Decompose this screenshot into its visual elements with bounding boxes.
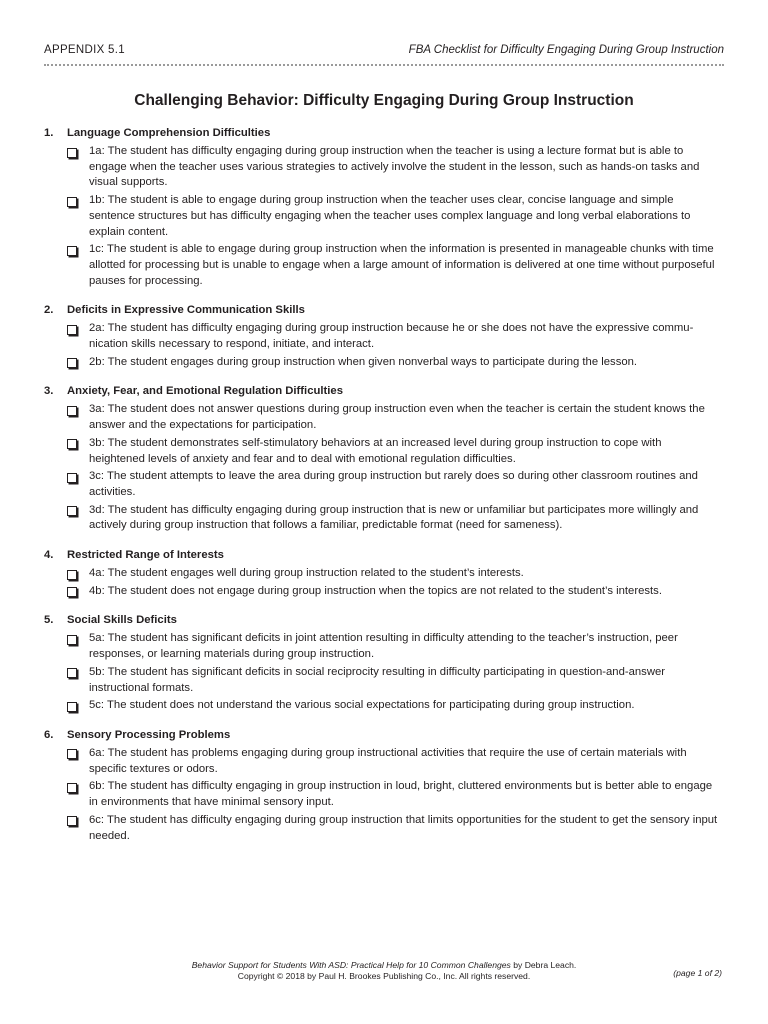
checklist-items <box>44 144 718 289</box>
checkbox-icon[interactable] <box>67 506 77 516</box>
checklist-item-text: 3d: The student has difficulty engaging during group instruction that is new or unfamiliar but participates more willingly and actively during group instruction that follows a familiar, predictable format (need for sameness). <box>89 503 699 532</box>
checklist-items <box>44 402 718 534</box>
checklist-item <box>67 402 718 433</box>
appendix-label: APPENDIX 5.1 <box>44 44 125 56</box>
checkbox-icon[interactable] <box>67 570 77 580</box>
checklist-item-text: 4a: The student engages well during group instruction related to the student’s interests. <box>89 567 524 580</box>
checklist-item-text: 3c: The student attempts to leave the area during group instruction but rarely does so during other classroom routines and activities. <box>89 470 698 498</box>
checklist-item <box>67 698 718 714</box>
footer-book-title: Behavior Support for Students With ASD: Practical Help for 10 Common Challenges <box>191 960 511 970</box>
checkbox-icon[interactable] <box>67 587 77 597</box>
checkbox-icon[interactable] <box>67 702 77 712</box>
checklist-section <box>44 304 718 370</box>
checklist-item <box>67 321 718 352</box>
checklist-item <box>67 503 718 534</box>
checklist-item <box>67 144 718 191</box>
checkbox-icon[interactable] <box>67 197 77 207</box>
checklist-section <box>44 729 718 844</box>
checkbox-icon[interactable] <box>67 406 77 416</box>
section-heading <box>44 385 718 397</box>
checkbox-icon[interactable] <box>67 783 77 793</box>
section-number: 2. <box>44 304 54 317</box>
section-heading <box>44 304 718 316</box>
checklist-item-text: 5c: The student does not understand the various social expectations for participating during group instruction. <box>89 699 635 712</box>
checklist-item <box>67 631 718 662</box>
running-title: FBA Checklist for Difficulty Engaging During Group Instruction <box>408 44 724 56</box>
checklist-item-text: 5a: The student has significant deficits in joint attention resulting in difficulty attending to the teacher’s instruction, peer responses, or learning materials during group instruction. <box>89 632 678 661</box>
checklist-items <box>44 566 718 599</box>
section-heading-text: Sensory Processing Problems <box>67 728 231 741</box>
checkbox-icon[interactable] <box>67 325 77 335</box>
checklist-section <box>44 549 718 599</box>
page-title: Challenging Behavior: Difficulty Engaging During Group Instruction <box>134 92 634 109</box>
section-heading-text: Deficits in Expressive Communication Skills <box>67 304 305 317</box>
section-number: 1. <box>44 127 54 139</box>
checklist-item <box>67 665 718 696</box>
checklist-item <box>67 813 718 844</box>
section-heading <box>44 614 718 626</box>
footer <box>0 960 768 982</box>
section-heading <box>44 549 718 561</box>
section-heading <box>44 729 718 741</box>
section-number: 5. <box>44 614 54 627</box>
checklist-items <box>44 631 718 714</box>
checkbox-icon[interactable] <box>67 635 77 645</box>
checklist-item-text: 2b: The student engages during group instruction when given nonverbal ways to participate during the lesson. <box>89 355 638 368</box>
checklist-sections <box>44 127 718 859</box>
checkbox-icon[interactable] <box>67 439 77 449</box>
checklist-item <box>67 355 718 371</box>
checklist-section <box>44 385 718 534</box>
checkbox-icon[interactable] <box>67 246 77 256</box>
checklist-item-text: 6a: The student has problems engaging during group instructional activities that require the use of certain materials with specific textures or odors. <box>89 746 687 775</box>
checklist-section <box>44 127 718 289</box>
checklist-item-text: 3a: The student does not answer questions during group instruction even when the teacher is certain the student knows the answer and the expectations for participation. <box>89 403 705 432</box>
checklist-section <box>44 614 718 714</box>
checklist-item <box>67 469 718 500</box>
checkbox-icon[interactable] <box>67 668 77 678</box>
section-heading-text: Social Skills Deficits <box>67 614 177 627</box>
section-heading-text: Restricted Range of Interests <box>67 549 224 562</box>
checklist-item <box>67 436 718 467</box>
checklist-item <box>67 779 718 810</box>
checkbox-icon[interactable] <box>67 473 77 483</box>
checklist-item <box>67 193 718 240</box>
section-heading-text: Language Comprehension Difficulties <box>67 127 271 139</box>
checklist-item-text: 3b: The student demonstrates self-stimulatory behaviors at an increased level during group instruction to cope with heightened levels of anxiety and fear and to deal with emotional regulation difficulties. <box>89 436 662 465</box>
checklist-item-text: 1a: The student has difficulty engaging during group instruction when the teacher is using a lecture format but is able to engage when the teacher uses various strategies to actively involve the student in the lesson, such as hands-on tasks and visual supports. <box>89 145 700 189</box>
checklist-item-text: 4b: The student does not engage during group instruction when the topics are not related to the student’s interests. <box>89 584 662 597</box>
footer-author: by Debra Leach. <box>510 960 577 970</box>
page-number: (page 1 of 2) <box>673 968 722 978</box>
checkbox-icon[interactable] <box>67 749 77 759</box>
section-heading <box>44 127 718 139</box>
checklist-item-text: 1b: The student is able to engage during group instruction when the teacher uses clear, concise language and simple sentence structures but has difficulty engaging when the teacher uses complex language and long verbal elaborations to explain content. <box>89 194 691 238</box>
checklist-item-text: 6b: The student has difficulty engaging in group instruction in loud, bright, cluttered environments but is better able to engage in environments that have minimal sensory input. <box>89 780 713 809</box>
section-number: 3. <box>44 385 54 398</box>
checklist-item-text: 6c: The student has difficulty engaging during group instruction that limits opportunities for the student to get the sensory input needed. <box>89 813 718 842</box>
section-heading-text: Anxiety, Fear, and Emotional Regulation Difficulties <box>67 385 343 398</box>
checkbox-icon[interactable] <box>67 358 77 368</box>
checklist-items <box>44 321 718 370</box>
checklist-items <box>44 746 718 844</box>
footer-citation <box>0 960 768 971</box>
header-divider <box>44 64 724 66</box>
checklist-item <box>67 242 718 289</box>
section-number: 4. <box>44 549 54 562</box>
checklist-item-text: 5b: The student has significant deficits in social reciprocity resulting in difficulty participating in question-and-answer instructional formats. <box>89 665 666 694</box>
checklist-item <box>67 746 718 777</box>
checklist-item-text: 1c: The student is able to engage during group instruction when the information is presented in manageable chunks with time allotted for processing but is unable to engage when a large amount of information is delivered at one time without purposeful pauses for processing. <box>89 243 715 287</box>
checklist-item <box>67 566 718 582</box>
checklist-item <box>67 584 718 600</box>
checkbox-icon[interactable] <box>67 148 77 158</box>
running-header <box>44 44 724 56</box>
footer-copyright: Copyright © 2018 by Paul H. Brookes Publishing Co., Inc. All rights reserved. <box>237 971 531 981</box>
section-number: 6. <box>44 728 54 741</box>
checklist-item-text: 2a: The student has difficulty engaging during group instruction because he or she does not have the expressive commu-nication skills necessary to respond, initiate, and interact. <box>89 322 694 351</box>
checkbox-icon[interactable] <box>67 816 77 826</box>
